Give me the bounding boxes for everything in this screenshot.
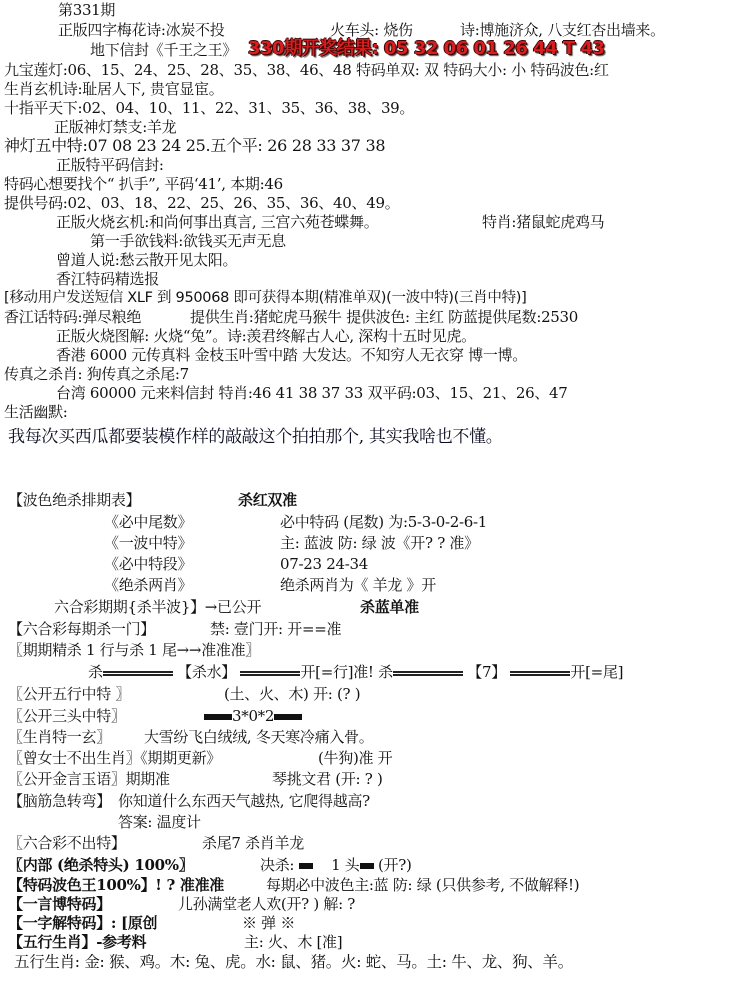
boxe-value: 杀红双准 xyxy=(238,491,297,509)
tepingma-letter: 正版特平码信封: xyxy=(56,156,164,174)
result-banner: 330期开奖结果: 05 32 06 01 26 44 T 43 xyxy=(248,38,605,59)
sms-promo: [移动用户发送短信 XLF 到 950068 即可获得本期(精准单双)(一波中特)(三肖中特)] xyxy=(4,290,527,306)
wuxing-sx-value: 主: 火、木 [准] xyxy=(244,933,343,951)
bose-wang-value: 每期必中波色主:蓝 防: 绿 (只供参考, 不做解释!) xyxy=(266,876,580,894)
naojin-label: 【脑筋急转弯】 xyxy=(8,792,111,810)
row-value-weishu: 必中特码 (尾数) 为:5-3-0-2-6-1 xyxy=(280,513,487,531)
yizi-label: 【一字解特码】: [原创 xyxy=(8,914,158,932)
kai-wei: 开[=尾] xyxy=(570,663,624,681)
zeng-label: 〖曾女士不出生肖〗《期期更新》 xyxy=(8,749,222,767)
texiao: 特肖:猪鼠蛇虎鸡马 xyxy=(482,213,605,231)
boxe-title: 【波色绝杀排期表】 xyxy=(8,491,141,509)
naojin-question: 你知道什么东西天气越热, 它爬得越高? xyxy=(118,792,370,810)
santou-label: 〖公开三头中特〗 xyxy=(8,707,126,725)
underground-letter: 地下信封《千王之王》 xyxy=(90,41,238,59)
sha-banbo-value: 杀蓝单准 xyxy=(360,598,419,616)
wuxing-label: 〖公开五行中特 〗 xyxy=(8,685,131,703)
double-line xyxy=(393,671,463,676)
santou-value: 3*0*2 xyxy=(232,707,275,725)
humor-label: 生活幽默: xyxy=(4,403,68,421)
jiubao-line: 九宝莲灯:06、15、24、25、28、35、38、46、48 特码单双: 双 特码大小: 小 特码波色:红 xyxy=(4,61,609,79)
kai-xing: 开[=行]准! xyxy=(300,663,374,681)
issue-number: 第331期 xyxy=(58,1,116,19)
santou-row xyxy=(204,706,302,726)
wuxing-list: 五行生肖: 金: 猴、鸡。木: 兔、虎。水: 鼠、猪。火: 蛇、马。土: 牛、龙、狗、羊。 xyxy=(14,953,573,971)
sha-banbo: 六合彩期期{杀半波}】→已公开 xyxy=(54,598,262,616)
tema-xin: 特码心想要找个“ 扒手”, 平码‘41’, 本期:46 xyxy=(4,175,283,193)
row-label-yibo: 《一波中特》 xyxy=(104,534,193,552)
yiyan-label: 【一言博特码】 xyxy=(8,895,111,913)
yimen-value: 禁: 壹门开: 开==准 xyxy=(210,620,342,638)
shendeng-five: 神灯五中特:07 08 23 24 25.五个平: 26 28 33 37 38 xyxy=(4,136,386,155)
bose-wang-label: 【特码波色王100%】! ? 准准准 xyxy=(8,876,224,894)
fax-kill: 传真之杀肖: 狗传真之杀尾:7 xyxy=(4,365,189,383)
sha-shui: 【杀水】 xyxy=(177,663,236,681)
seven: 【7】 xyxy=(467,663,506,681)
shengxiao-poem: 生肖玄机诗:耻居人下, 贵官显宦。 xyxy=(4,80,224,98)
train-head: 火车头: 烧伤 xyxy=(330,21,413,39)
neibu-c: (开?) xyxy=(377,856,412,874)
row-label-teduan: 《必中特段》 xyxy=(104,555,193,573)
row-label-liangxiao: 《绝杀两肖》 xyxy=(104,576,193,594)
meihua-poem: 正版四字梅花诗:冰炭不投 xyxy=(58,21,225,39)
first-hand: 第一手欲钱料:欲钱买无声无息 xyxy=(90,232,286,250)
yimen-label: 【六合彩每期杀一门】 xyxy=(8,620,156,638)
tigong-haoma: 提供号码:02、03、18、22、25、26、35、36、40、49。 xyxy=(4,194,400,212)
yizi-value: ※ 弹 ※ xyxy=(242,914,296,932)
yixuan-label: 〖生肖特一玄〗 xyxy=(8,728,111,746)
double-line xyxy=(510,671,570,676)
bar-icon xyxy=(274,714,302,720)
buchu-value: 杀尾7 杀肖羊龙 xyxy=(202,834,304,852)
row-value-teduan: 07-23 24-34 xyxy=(280,555,368,573)
bar-icon xyxy=(204,714,232,720)
jingsha-label: 〖期期精杀 1 行与杀 1 尾→→准准准〗 xyxy=(8,641,260,659)
zengdao: 曾道人说:愁云散开见太阳。 xyxy=(56,251,238,269)
row-value-liangxiao: 绝杀两肖为《 羊龙 》开 xyxy=(280,576,436,594)
huoshao-tujie: 正版火烧图解: 火烧“兔”。诗:羡君终解古人心, 深构十五时见虎。 xyxy=(56,327,476,345)
jinyan-value: 琴挑文君 (开: ? ) xyxy=(272,770,383,788)
jinyan-label: 〖公开金言玉语〗期期准 xyxy=(8,770,170,788)
xiangjiang-hua: 香江话特码:弹尽粮绝 xyxy=(4,308,142,326)
buchu-label: 〖六合彩不出特】 xyxy=(8,834,126,852)
yixuan-value: 大雪纷飞白绒绒, 冬天寒冷痛入骨。 xyxy=(144,728,374,746)
poem: 诗:博施济众, 八支红杏出墙来。 xyxy=(460,21,665,39)
row-label-weishu: 《必中尾数》 xyxy=(104,513,193,531)
hongkong-fax: 香港 6000 元传真料 金枝玉叶雪中踏 大发达。不知穷人无衣穿 博一博。 xyxy=(56,346,527,364)
zeng-value: (牛狗)准 开 xyxy=(318,749,393,767)
naojin-answer: 答案: 温度计 xyxy=(118,813,201,831)
double-line xyxy=(103,671,173,676)
wuxing-value: (土、火、木) 开: (? ) xyxy=(224,685,361,703)
shizhi-line: 十指平天下:02、04、10、11、22、31、35、36、38、39。 xyxy=(4,99,415,117)
huoshao-xuanji: 正版火烧玄机:和尚何事出真言, 三宫六苑苍蝶舞。 xyxy=(56,213,379,231)
neibu-label: 〖内部 (绝杀特头) 100%〗 xyxy=(8,856,194,874)
sha-1: 杀 xyxy=(88,663,103,681)
taiwan-letter: 台湾 60000 元来料信封 特肖:46 41 38 37 33 双平码:03、15、21、26、47 xyxy=(56,384,568,402)
neibu-row xyxy=(260,855,412,875)
wuxing-sx-label: 【五行生肖】-参考料 xyxy=(8,933,147,951)
xiangjiang-select: 香江特码精选报 xyxy=(56,270,159,288)
tigong-shengxiao: 提供生肖:猪蛇虎马猴牛 提供波色: 主红 防蓝提供尾数:2530 xyxy=(190,308,579,326)
humor-text: 我每次买西瓜都要装模作样的敲敲这个拍拍那个, 其实我啥也不懂。 xyxy=(8,427,503,447)
bar-icon xyxy=(360,863,374,869)
shendeng-jinzhi: 正版神灯禁支:羊龙 xyxy=(54,118,177,136)
row-value-yibo: 主: 蓝波 防: 绿 波《开? ? 准》 xyxy=(280,534,479,552)
neibu-b: 1 头 xyxy=(331,856,360,874)
neibu-a: 决杀: xyxy=(260,856,295,874)
double-line xyxy=(240,671,300,676)
yiyan-value: 儿孙满堂老人欢(开? ) 解: ? xyxy=(178,895,356,913)
bar-icon xyxy=(299,863,313,869)
sha-2: 杀 xyxy=(378,663,393,681)
sha-row xyxy=(88,662,623,682)
